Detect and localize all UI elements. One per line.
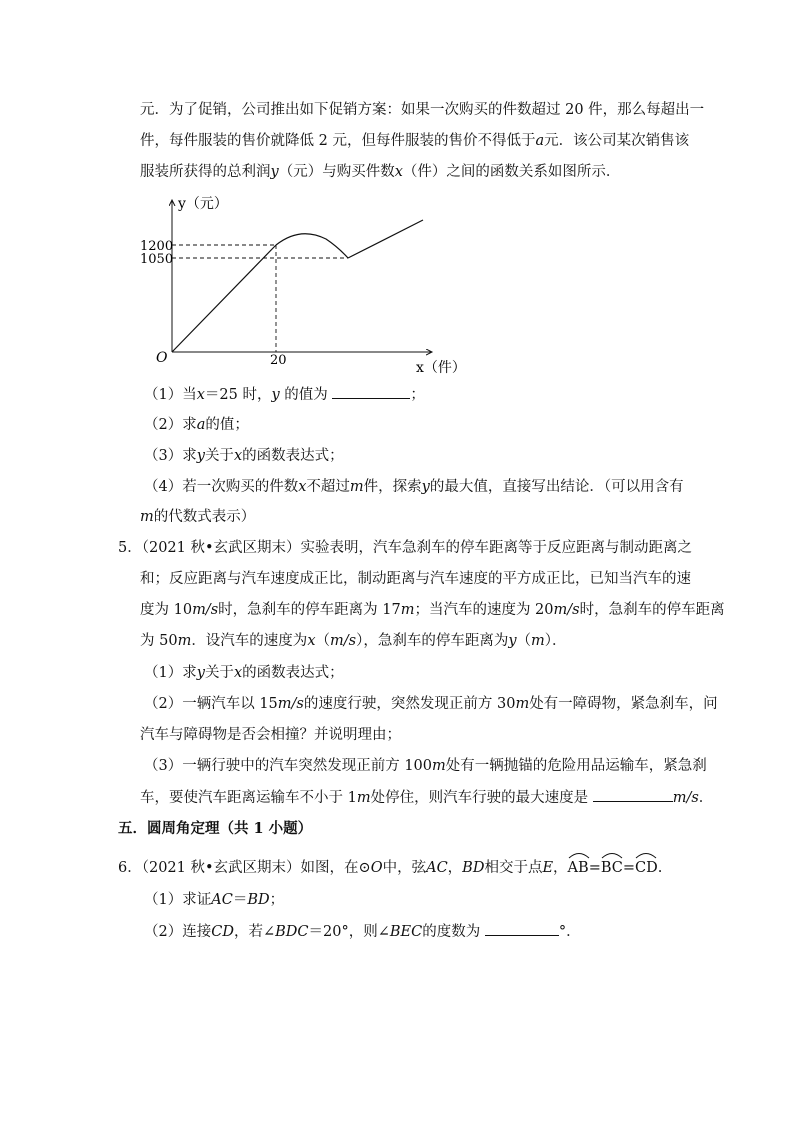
p4-q2 — [144, 415, 249, 435]
var-e: E — [542, 860, 554, 876]
answer-blank[interactable] — [593, 787, 673, 802]
p5-text: 为 50 — [140, 633, 178, 649]
q-text: 关于 — [204, 665, 234, 681]
unit: m — [432, 758, 446, 774]
var-x: x — [233, 665, 243, 681]
series-segment-linear — [172, 245, 276, 352]
unit: m — [531, 633, 545, 649]
var-m: m — [140, 509, 154, 525]
var-y: y — [196, 665, 205, 681]
p6-text: ， — [447, 860, 463, 876]
var-bdc: BDC — [275, 924, 309, 940]
q-text: 关于 — [204, 448, 234, 464]
var-y: y — [508, 633, 517, 649]
q-text: 汽车与障碍物是否会相撞？并说明理由； — [140, 727, 401, 743]
p4-line1 — [140, 100, 704, 120]
q-text: ，若∠ — [233, 924, 276, 940]
arc-label: CD — [635, 860, 658, 876]
unit: m — [400, 602, 415, 618]
q-text: 的代数式表示） — [153, 509, 256, 525]
p5-line3 — [140, 600, 725, 620]
series-segment-parabola — [276, 234, 348, 258]
var-y: y — [196, 448, 205, 464]
q-text: ＝25 时， — [204, 387, 272, 403]
q-text: 的函数表达式； — [242, 665, 344, 681]
q-text: ＝ — [232, 892, 248, 908]
p6-text: = — [588, 860, 601, 876]
p5-line1 — [118, 538, 692, 558]
q-text: ＝20°，则∠ — [308, 924, 390, 940]
tick-label-1050: 1050 — [140, 252, 174, 267]
p5-text: 时，急刹车的停车距离为 17 — [218, 602, 401, 618]
p6-line1 — [118, 858, 662, 878]
q-text: 的最大值，直接写出结论．（可以用含有 — [429, 479, 684, 495]
q-text: 车，要使汽车距离运输车不小于 1 — [140, 790, 357, 806]
unit: m/s — [330, 633, 357, 649]
p4-text: （元）与购买件数 — [278, 164, 395, 180]
p5-text: 和；反应距离与汽车速度成正比，制动距离与汽车速度的平方成正比，已知当汽车的速 — [140, 571, 691, 587]
q-text: （3）求 — [144, 448, 197, 464]
var-x: x — [307, 633, 316, 649]
var-y: y — [270, 164, 279, 180]
q-text: 的函数表达式； — [242, 448, 344, 464]
p5-line2 — [140, 569, 691, 589]
y-axis-label: y（元） — [178, 196, 228, 212]
q-text: （1）求证 — [144, 892, 212, 908]
q-text: ； — [410, 387, 425, 403]
p4-text: （件）之间的函数关系如图所示． — [402, 164, 621, 180]
q-text: 件，探索 — [363, 479, 422, 495]
p5-text: ）． — [544, 633, 567, 649]
problem-number: 5． — [118, 540, 142, 556]
var-bd: BD — [462, 860, 485, 876]
q-text: 处停住，则汽车行驶的最大速度是 — [370, 790, 589, 806]
p5-text: 度为 10 — [140, 602, 193, 618]
p4-q3 — [144, 446, 344, 466]
p5-q3-cont — [140, 787, 713, 808]
p6-text: . — [657, 860, 663, 876]
q-text: 不超过 — [306, 479, 350, 495]
var-m: m — [349, 479, 364, 495]
p5-q1 — [144, 663, 344, 683]
arc-label: AB — [567, 860, 589, 876]
p4-text: 件，每件服装的售价就降低 2 元，但每件服装的售价不得低于 — [140, 133, 536, 149]
q-text: ； — [269, 892, 285, 908]
var-x: x — [196, 387, 205, 403]
x-axis-label: x（件） — [416, 360, 466, 376]
arc-mark-icon — [568, 851, 590, 859]
problem-source: （2021 秋•玄武区期末） — [141, 540, 301, 556]
p6-q2 — [144, 921, 581, 942]
arc-label: BC — [600, 860, 623, 876]
p5-text: ；当汽车的速度为 20 — [414, 602, 554, 618]
var-ac: AC — [426, 860, 448, 876]
arc-mark-icon — [601, 851, 623, 859]
q-text: 的速度行驶，突然发现正前方 30 — [303, 696, 516, 712]
var-x: x — [233, 448, 243, 464]
p4-q4 — [144, 477, 684, 497]
answer-blank[interactable] — [332, 384, 410, 399]
q-text: （1）求 — [144, 665, 197, 681]
problem-number: 6． — [118, 860, 142, 876]
var-bec: BEC — [389, 924, 423, 940]
p6-text: 相交于点 — [484, 860, 543, 876]
unit: m/s — [277, 696, 304, 712]
unit: m — [356, 790, 371, 806]
var-x: x — [394, 164, 403, 180]
p5-text: ．设汽车的速度为 — [191, 633, 308, 649]
arc-mark-icon — [635, 851, 657, 859]
p4-text: 元．为了促销，公司推出如下促销方案：如果一次购买的件数超过 20 件，那么每超出一 — [140, 102, 705, 118]
function-graph — [140, 190, 466, 380]
p4-text: 服装所获得的总利润 — [140, 164, 271, 180]
p6-text: = — [622, 860, 636, 876]
var-y: y — [271, 387, 280, 403]
var-a: a — [196, 417, 206, 433]
p5-text: 实验表明，汽车急刹车的停车距离等于反应距离与制动距离之 — [300, 540, 693, 556]
p5-text: （ — [516, 633, 532, 649]
answer-blank[interactable] — [485, 921, 559, 936]
p6-text: ， — [553, 860, 568, 876]
q-text: （4）若一次购买的件数 — [144, 479, 299, 495]
q-text: （2）连接 — [144, 924, 212, 940]
arc-bc — [601, 858, 623, 878]
var-x: x — [298, 479, 307, 495]
p5-text: 时，急刹车的停车距离 — [579, 602, 725, 618]
unit: m/s — [553, 602, 580, 618]
q-text: 的值为 — [279, 387, 328, 403]
var-cd: CD — [211, 924, 234, 940]
var-a: a — [535, 133, 545, 149]
unit: m/s — [672, 790, 699, 806]
q-text: （1）当 — [144, 387, 197, 403]
unit: m — [515, 696, 530, 712]
q-text: 处有一障碍物，紧急刹车，问 — [529, 696, 718, 712]
p5-text: （ — [315, 633, 330, 649]
p5-q3 — [144, 756, 707, 776]
var-bd: BD — [247, 892, 270, 908]
tick-label-1200: 1200 — [140, 239, 174, 254]
problem-source: （2021 秋•玄武区期末） — [141, 860, 301, 876]
q-text: 处有一辆抛锚的危险用品运输车，紧急刹 — [445, 758, 707, 774]
p6-text: 中，弦 — [382, 860, 427, 876]
p4-line3 — [140, 162, 620, 182]
q-text: （3）一辆行驶中的汽车突然发现正前方 100 — [144, 758, 433, 774]
arc-cd — [635, 858, 658, 878]
p4-q1 — [144, 384, 425, 405]
p5-text: ），急刹车的停车距离为 — [356, 633, 509, 649]
p6-text: 如图，在⊙ — [300, 860, 371, 876]
section-heading: 五．圆周角定理（共 1 小题） — [118, 820, 313, 837]
q-text: °． — [558, 924, 581, 940]
var-ac: AC — [211, 892, 233, 908]
origin-label: O — [156, 350, 168, 366]
unit: m/s — [192, 602, 219, 618]
var-o: O — [370, 860, 383, 876]
p5-line4 — [140, 631, 567, 651]
p4-q4-cont — [140, 507, 255, 527]
tick-label-20: 20 — [270, 353, 287, 368]
p6-q1 — [144, 890, 284, 910]
var-y: y — [421, 479, 430, 495]
series-segment-linear-2 — [348, 220, 423, 258]
p4-line2 — [140, 131, 689, 151]
p5-q2-cont — [140, 725, 401, 745]
q-text: 的度数为 — [422, 924, 481, 940]
arc-ab — [568, 858, 589, 878]
unit: m — [177, 633, 192, 649]
q-text: （2）一辆汽车以 15 — [144, 696, 278, 712]
q-text: ． — [698, 790, 714, 806]
p4-text: 元．该公司某次销售该 — [544, 133, 690, 149]
q-text: （2）求 — [144, 417, 197, 433]
q-text: 的值； — [205, 417, 249, 433]
p5-q2 — [144, 694, 718, 714]
